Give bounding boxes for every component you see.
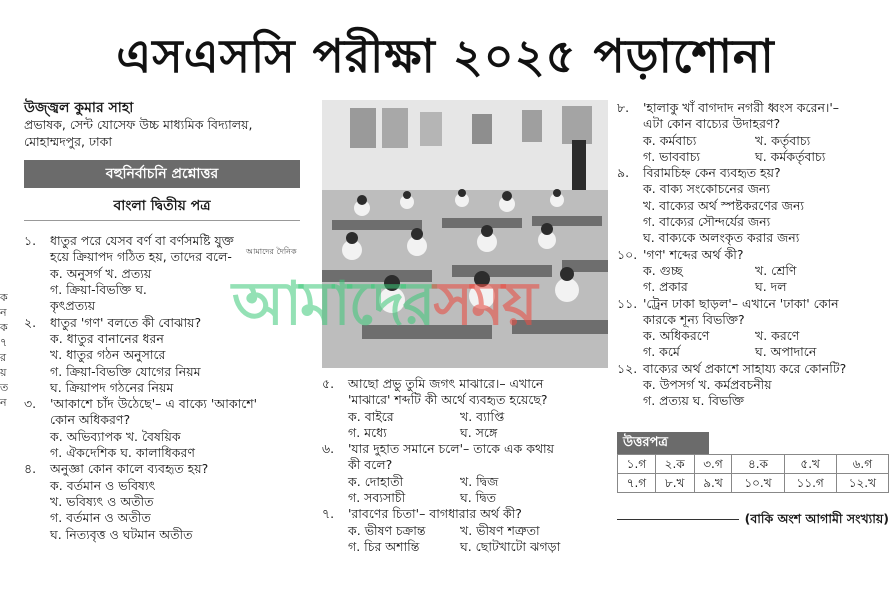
answer-option: খ. ব্যাপ্তি xyxy=(460,408,505,424)
continued-note-row xyxy=(617,511,889,527)
answer-cell: ২.ক xyxy=(655,454,694,473)
answer-option: গ. প্রত্যয় ঘ. বিভক্তি xyxy=(643,393,745,409)
answer-option-pair xyxy=(322,425,608,441)
fragment-glyph: র xyxy=(0,351,7,364)
answer-option: ঘ. বাক্যকে অলংকৃত করার জন্য xyxy=(643,230,800,246)
question-text: অনুজ্ঞা কোন কালে ব্যবহৃত হয়? xyxy=(50,461,209,477)
answer-cell: ৪.ক xyxy=(732,454,784,473)
answer-cell: ৭.গ xyxy=(618,473,656,492)
question-number xyxy=(322,392,348,408)
continued-note: (বাকি অংশ আগামী সংখ্যায়) xyxy=(744,510,889,526)
question-text: 'রাবণের চিতা'– বাগধারার অর্থ কী? xyxy=(348,506,522,522)
photo-illustration xyxy=(322,100,608,368)
question-item xyxy=(322,376,608,441)
answer-option-pair xyxy=(617,344,889,360)
answer-option: ক. বর্তমান ও ভবিষ্যৎ xyxy=(50,477,156,493)
question-number: ২. xyxy=(24,314,37,330)
answer-option: ঘ. দল xyxy=(755,279,787,295)
photo-credit-tag: আমাদের দৈনিক xyxy=(246,247,297,256)
answer-cell: ১০.খ xyxy=(732,473,784,492)
question-number: ৬. xyxy=(322,441,335,457)
answer-option: খ. ধাতুর গঠন অনুসারে xyxy=(50,347,166,363)
answer-cell: ৩.গ xyxy=(694,454,732,473)
question-item xyxy=(617,100,889,165)
answer-option: গ. বাক্যের সৌন্দর্যের জন্য xyxy=(643,214,771,230)
fragment-glyph: ৭ xyxy=(0,336,8,349)
question-number: ৪. xyxy=(24,461,37,477)
answer-option-pair xyxy=(617,263,889,279)
question-number: ৩. xyxy=(24,396,37,412)
answer-option: ক. বাইরে xyxy=(348,408,394,424)
question-number: ১২. xyxy=(617,360,638,376)
question-text: 'হালাকু খাঁ বাগদাদ নগরী ধ্বংস করেন।'– xyxy=(643,100,840,115)
answer-cell: ১.গ xyxy=(618,454,656,473)
question-list xyxy=(322,376,608,555)
exam-hall-photo xyxy=(322,100,608,368)
question-item xyxy=(24,396,300,461)
answer-sheet-title: উত্তরপত্র xyxy=(617,432,709,454)
column-right xyxy=(617,100,889,527)
answer-option: ঘ. সঙ্গে xyxy=(460,424,498,440)
answer-sheet xyxy=(617,432,889,493)
question-number xyxy=(24,249,50,265)
headline: এসএসসি পরীক্ষা ২০২৫ পড়াশোনা xyxy=(116,29,775,83)
answer-option: গ. ঐকদেশিক ঘ. কালাধিকরণ xyxy=(50,445,195,461)
answer-option: গ. ভাববাচ্য xyxy=(643,148,700,164)
answer-table xyxy=(617,454,889,493)
question-item xyxy=(24,461,300,542)
question-number: ৫. xyxy=(322,376,335,391)
section-label: বহুনির্বাচনি প্রশ্নোত্তর xyxy=(24,160,300,188)
question-text: হয়ে ক্রিয়াপদ গঠিত হয়, তাদের বলে- xyxy=(50,249,232,265)
watermark-part1: আমাদের xyxy=(232,269,434,339)
question-item xyxy=(617,247,889,296)
question-text: 'গণ' শব্দের অর্থ কী? xyxy=(643,246,744,262)
question-number: ১০. xyxy=(617,246,638,262)
question-number: ১১. xyxy=(617,295,638,311)
question-text: 'যার দুহাত সমানে চলে'– তাকে এক কথায় xyxy=(348,441,555,457)
answer-option-pair xyxy=(322,523,608,539)
author-title: প্রভাষক, সেন্ট যোসেফ উচ্চ মাধ্যমিক বিদ্যালয়, xyxy=(24,117,253,133)
answer-cell: ৫.খ xyxy=(784,454,836,473)
question-text: কারকে শূন্য বিভক্তি? xyxy=(643,311,745,327)
question-text: 'মাঝারে' শব্দটি কী অর্থে ব্যবহৃত হয়েছে? xyxy=(348,392,548,408)
answer-option: গ. মধ্যে xyxy=(348,424,387,440)
answer-option: খ. বাক্যের অর্থ স্পষ্টকরণের জন্য xyxy=(643,197,805,213)
answer-cell: ১১.গ xyxy=(784,473,836,492)
question-text: 'আকাশে চাঁদ উঠেছে'– এ বাক্যে 'আকাশে' xyxy=(50,396,258,412)
answer-option: গ. প্রকার xyxy=(643,279,688,295)
answer-option: খ. কর্তৃবাচ্য xyxy=(755,132,811,148)
question-number xyxy=(617,116,643,132)
author-name: উজ্জ্বল কুমার সাহা xyxy=(24,100,134,116)
question-number: ৯. xyxy=(617,165,630,181)
question-item xyxy=(617,165,889,246)
answer-option: ক. গুচ্ছ xyxy=(643,262,683,278)
answer-option: খ. করণে xyxy=(755,328,800,344)
column-left xyxy=(24,100,300,543)
question-text: ধাতুর 'গণ' বলতে কী বোঝায়? xyxy=(50,314,202,330)
answer-option: গ. কর্মে xyxy=(643,344,680,360)
answer-cell: ৯.খ xyxy=(694,473,732,492)
answer-option-pair xyxy=(617,279,889,295)
question-text: আছো প্রভু তুমি জগৎ মাঝারে।– এখানে xyxy=(348,376,544,391)
fragment-glyph: ত xyxy=(0,381,8,394)
answer-option: খ. ভীষণ শত্রুতা xyxy=(460,522,540,538)
question-item xyxy=(24,315,300,396)
question-item xyxy=(617,296,889,361)
fragment-glyph: ক xyxy=(0,291,8,304)
answer-option-pair xyxy=(322,474,608,490)
fragment-glyph: ক xyxy=(0,321,8,334)
answer-option-pair xyxy=(322,409,608,425)
answer-option: ক. বাক্য সংকোচনের জন্য xyxy=(643,181,770,197)
question-text: কী বলে? xyxy=(348,457,393,473)
answer-option-pair xyxy=(24,282,300,315)
paper-title: বাংলা দ্বিতীয় পত্র xyxy=(24,198,300,221)
answer-option: খ. ভবিষ্যৎ ও অতীত xyxy=(50,493,154,509)
question-number xyxy=(322,457,348,473)
answer-cell: ৬.গ xyxy=(836,454,888,473)
answer-option: ক. অধিকরণে xyxy=(643,328,710,344)
question-number xyxy=(617,312,643,328)
answer-option: গ. সব্যসাচী xyxy=(348,490,406,506)
question-number xyxy=(24,412,50,428)
question-item xyxy=(322,441,608,506)
answer-option: ঘ. ক্রিয়াপদ গঠনের নিয়ম xyxy=(50,379,174,395)
watermark-part2: সময় xyxy=(433,269,536,339)
answer-option-pair xyxy=(617,328,889,344)
answer-option-pair xyxy=(24,266,300,282)
question-number: ৭. xyxy=(322,506,335,522)
answer-option: ক. কর্মবাচ্য xyxy=(643,132,697,148)
question-text: এটা কোন বাচ্যের উদাহরণ? xyxy=(643,116,781,132)
answer-option: গ. বর্তমান ও অতীত xyxy=(50,510,151,526)
question-text: 'ট্রেন ঢাকা ছাড়ল'– এখানে 'ঢাকা' কোন xyxy=(643,295,839,311)
answer-option: ঘ. দ্বিত xyxy=(460,490,497,506)
answer-row xyxy=(618,454,889,473)
question-text: ধাতুর পরে যেসব বর্ণ বা বর্ণসমষ্টি যুক্ত xyxy=(50,233,234,249)
answer-option: ঘ. ছোটখাটো ঝগড়া xyxy=(460,538,561,554)
answer-option-pair xyxy=(322,490,608,506)
question-text: বিরামচিহ্ন কেন ব্যবহৃত হয়? xyxy=(643,165,781,181)
question-item xyxy=(322,506,608,555)
answer-option: ক. উপসর্গ খ. কর্মপ্রবচনীয় xyxy=(643,377,772,393)
answer-option-pair xyxy=(617,133,889,149)
answer-option-pair xyxy=(322,539,608,555)
answer-cell: ৮.খ xyxy=(655,473,694,492)
fragment-glyph: য় xyxy=(0,366,7,379)
author-location: মোহাম্মদপুর, ঢাকা xyxy=(24,133,113,149)
answer-option: ক. অভিব্যাপক খ. বৈষয়িক xyxy=(50,428,181,444)
adjacent-column-fragment xyxy=(0,290,8,410)
fragment-glyph: ন xyxy=(0,396,7,409)
answer-option: ঘ. অপাদানে xyxy=(755,344,817,360)
answer-option: ঘ. নিত্যবৃত্ত ও ঘটমান অতীত xyxy=(50,526,193,542)
question-text: কোন অধিকরণ? xyxy=(50,412,131,428)
question-number: ৮. xyxy=(617,100,630,115)
question-list xyxy=(617,100,889,410)
question-number: ১. xyxy=(24,233,37,249)
question-list xyxy=(24,233,300,543)
column-middle xyxy=(322,376,608,555)
answer-option: ক. দোহাতী xyxy=(348,473,404,489)
question-item xyxy=(617,361,889,410)
divider-line xyxy=(617,519,739,520)
question-text: বাক্যের অর্থ প্রকাশে সাহায্য করে কোনটি? xyxy=(643,360,847,376)
answer-option: ঘ. কর্মকর্তৃবাচ্য xyxy=(755,148,826,164)
answer-option: গ. চির অশান্তি xyxy=(348,538,420,554)
fragment-glyph: ন xyxy=(0,306,7,319)
answer-option: খ. দ্বিজ xyxy=(460,473,499,489)
answer-option: ক. অনুসর্গ খ. প্রত্যয় xyxy=(50,265,152,281)
answer-option: গ. ক্রিয়া-বিভক্তি ঘ. কৃৎপ্রত্যয় xyxy=(50,282,147,314)
answer-option: ক. ভীষণ চক্রান্ত xyxy=(348,522,426,538)
answer-option: ক. ধাতুর বানানের ধরন xyxy=(50,330,164,346)
answer-row xyxy=(618,473,889,492)
answer-option: গ. ক্রিয়া-বিভক্তি যোগের নিয়ম xyxy=(50,363,201,379)
answer-option: খ. শ্রেণি xyxy=(755,262,797,278)
answer-cell: ১২.খ xyxy=(836,473,888,492)
answer-option-pair xyxy=(617,149,889,165)
